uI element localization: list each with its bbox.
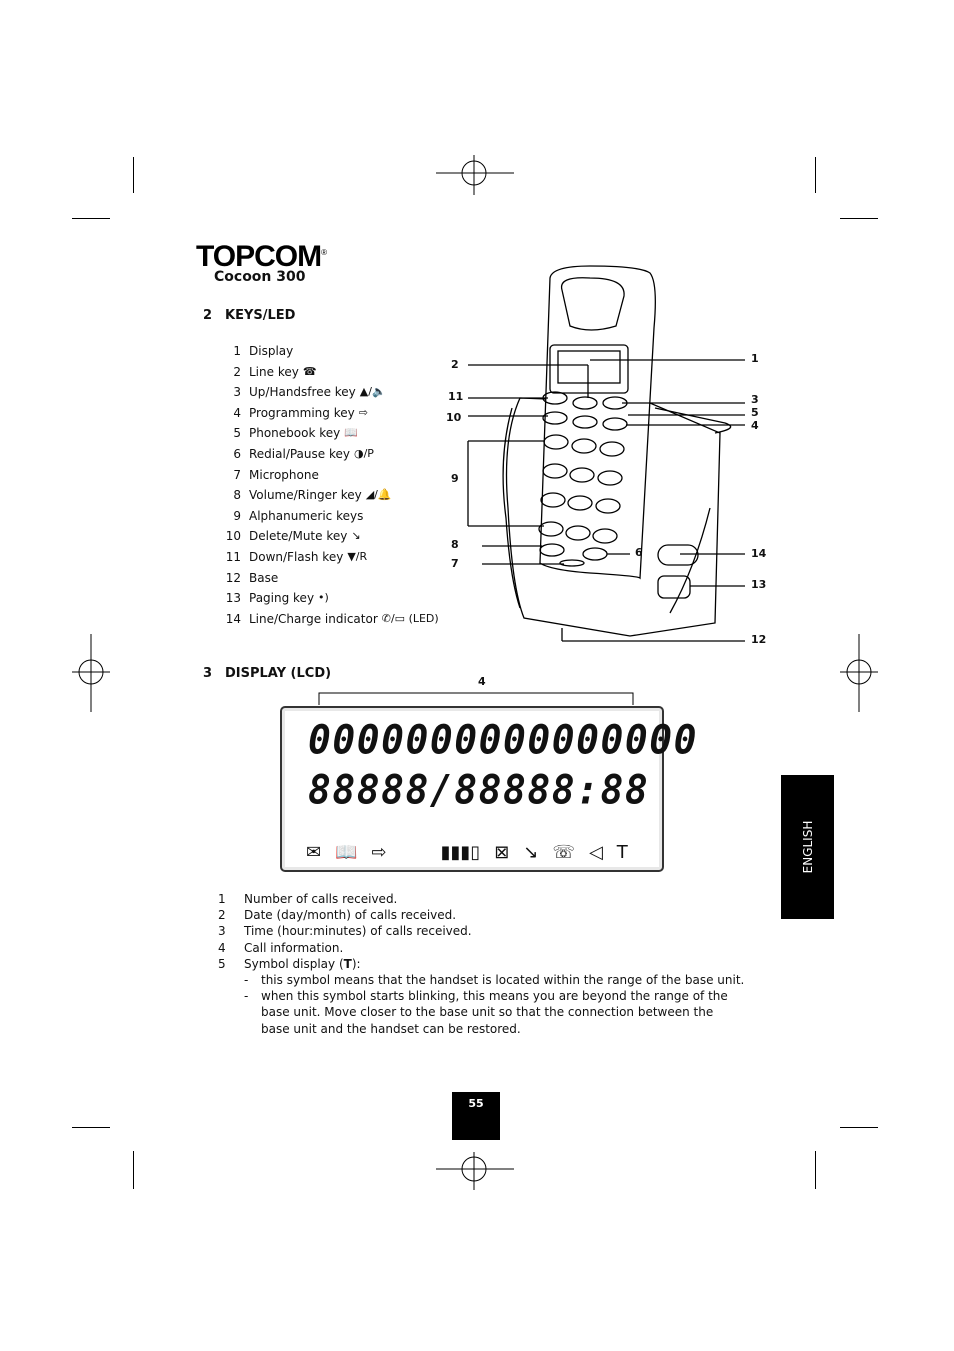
key-icon: ◢/🔔 xyxy=(365,488,392,502)
key-number: 3 xyxy=(233,385,241,400)
list-item: 2 Date (day/month) of calls received. xyxy=(218,908,457,923)
list-item: 3 Time (hour:minutes) of calls received. xyxy=(218,924,472,939)
key-label: Volume/Ringer key xyxy=(249,488,362,503)
callout-10: 10 xyxy=(446,411,462,424)
list-item: 1 Number of calls received. xyxy=(218,892,398,906)
key-label: Up/Handsfree key xyxy=(249,385,356,400)
key-label: Delete/Mute key xyxy=(249,529,348,544)
key-list-item xyxy=(222,382,439,403)
key-list-item xyxy=(222,341,439,362)
key-list-item xyxy=(222,547,439,568)
lcd-callout-4: 4 xyxy=(478,675,486,688)
key-label: Microphone xyxy=(249,467,319,482)
key-list-item xyxy=(222,568,439,589)
callout-3: 3 xyxy=(751,393,759,406)
list-item: - when this symbol starts blinking, this means you are beyond the range of the base unit. Move closer to the base unit so that the connection between the base unit and the handset can be restored. xyxy=(244,989,728,1036)
callout-6: 6 xyxy=(635,546,643,559)
registration-mark-top xyxy=(436,155,514,195)
key-icon: •) xyxy=(318,591,329,605)
model-name: Cocoon 300 xyxy=(214,269,306,285)
key-number: 7 xyxy=(233,467,241,482)
key-icon: ⇨ xyxy=(358,405,368,419)
programming-icon: ⇨ xyxy=(371,842,387,863)
key-number: 9 xyxy=(233,508,241,523)
key-label: Down/Flash key xyxy=(249,549,344,564)
key-number: 2 xyxy=(233,364,241,379)
speaker-icon: ◁ xyxy=(588,842,603,863)
brand-name: TOPCOM xyxy=(196,240,322,273)
key-icon: ↘ xyxy=(351,529,361,543)
key-number: 5 xyxy=(233,426,241,441)
key-number: 10 xyxy=(225,529,241,544)
key-icon: ✆/▭ (LED) xyxy=(381,611,439,625)
key-icon: ☎ xyxy=(302,364,317,378)
key-number: 6 xyxy=(233,446,241,461)
list-item: 4 Call information. xyxy=(218,940,344,955)
list-item: - this symbol means that the handset is located within the range of the base unit. xyxy=(244,973,745,988)
display-descriptions xyxy=(218,891,758,1037)
handsfree-person-icon: ☏ xyxy=(552,842,575,863)
key-number: 8 xyxy=(233,488,241,503)
key-list-item xyxy=(222,362,439,383)
key-list-item xyxy=(222,506,439,527)
registration-mark-left xyxy=(72,634,110,712)
handset xyxy=(540,266,655,578)
mute-icon: ↘ xyxy=(523,842,539,863)
lcd-line-2: 88888/88888:88 xyxy=(308,766,650,814)
section-display-heading: 3 DISPLAY (LCD) xyxy=(203,666,332,681)
envelope-icon: ✉ xyxy=(306,842,322,863)
key-list-item xyxy=(222,423,439,444)
key-number: 13 xyxy=(225,591,241,606)
callout-5: 5 xyxy=(751,406,759,419)
key-number: 1 xyxy=(233,344,241,358)
key-icon: 📖 xyxy=(344,426,358,440)
key-label: Paging key xyxy=(249,591,315,606)
antenna-icon: T xyxy=(616,842,628,863)
language-tab: ENGLISH xyxy=(781,775,834,919)
key-label: Phonebook key xyxy=(249,426,341,441)
phonebook-icon: 📖 xyxy=(335,842,358,863)
phone-diagram xyxy=(440,258,780,658)
key-icon: ▼/R xyxy=(347,549,368,563)
keys-list xyxy=(222,341,439,629)
callout-7: 7 xyxy=(451,557,459,570)
callout-9: 9 xyxy=(451,472,459,485)
key-number: 4 xyxy=(233,405,241,420)
key-label: Programming key xyxy=(249,405,355,420)
callout-13: 13 xyxy=(751,578,767,591)
ringer-off-icon: ⊠ xyxy=(494,842,510,863)
key-list-item xyxy=(222,609,439,630)
list-item: 5 Symbol display (T): xyxy=(218,956,361,971)
callout-8: 8 xyxy=(451,538,459,551)
registered-mark: ® xyxy=(321,248,327,257)
key-label: Base xyxy=(249,570,279,585)
key-number: 14 xyxy=(225,611,241,626)
key-label: Line key xyxy=(249,364,299,379)
key-number: 11 xyxy=(225,549,241,564)
battery-icon: ▮▮▮▯ xyxy=(440,842,481,863)
key-list-item xyxy=(222,465,439,486)
registration-mark-bottom xyxy=(436,1152,514,1190)
key-icon: ◑/P xyxy=(353,446,374,460)
key-number: 12 xyxy=(225,570,241,585)
key-list-item xyxy=(222,588,439,609)
lcd-line-1: 0000000000000000 xyxy=(308,716,699,764)
lcd-symbol-row xyxy=(306,842,628,863)
callout-11: 11 xyxy=(448,390,464,403)
key-label: Alphanumeric keys xyxy=(249,508,364,523)
registration-mark-right xyxy=(840,634,878,712)
callout-2: 2 xyxy=(451,358,459,371)
key-icon: ▲/🔈 xyxy=(359,385,386,399)
key-list-item xyxy=(222,485,439,506)
key-label: Display xyxy=(249,344,294,358)
callout-1: 1 xyxy=(751,352,759,365)
callout-14: 14 xyxy=(751,547,767,560)
section-keys-heading: 2 KEYS/LED xyxy=(203,308,296,323)
key-list-item xyxy=(222,526,439,547)
key-list-item xyxy=(222,444,439,465)
key-label: Line/Charge indicator xyxy=(249,611,378,626)
lcd-bracket xyxy=(318,690,634,706)
page-number: 55 xyxy=(452,1092,500,1140)
lcd-display xyxy=(280,706,699,872)
callout-12: 12 xyxy=(751,633,767,646)
callout-4: 4 xyxy=(751,419,759,432)
antenna-icon: T xyxy=(343,956,352,971)
key-list-item xyxy=(222,403,439,424)
key-label: Redial/Pause key xyxy=(249,446,350,461)
